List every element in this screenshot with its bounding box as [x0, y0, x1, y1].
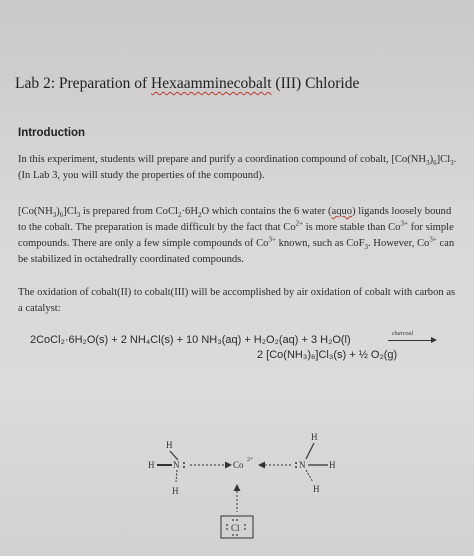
arrow-head: [234, 484, 241, 491]
equation-products: 2 [Co(NH₃)₆]Cl₃(s) + ½ O₂(g): [257, 349, 398, 361]
arrow-head: [225, 462, 232, 469]
reaction-arrow-head: [431, 337, 437, 343]
h-atom: H: [329, 460, 336, 470]
paragraph-preparation: $[Co(NH_3)_6]Cl_3$ is prepared from $CoCl_2\cdot 6H_2O$ which contains the 6 water (aquo) ligands loosely bound to the cobalt. The preparation is made difficult by the fact that $Co^{2+}$ is more stable than $Co^{3+}$ for simple compounds. There are only a few simple compounds of $Co^{3+}$ known, such as CoF$_3$. However, $Co^{3+}$ can be stabilized in octahedrally coordinated compounds.: [18, 206, 455, 265]
page-title: Lab 2: Preparation of Hexaamminecobalt (III) Chloride: [15, 75, 360, 92]
chloride-ion: Cl: [231, 523, 240, 533]
h-atom: H: [311, 432, 318, 442]
bond: [170, 451, 178, 460]
bond: [306, 470, 313, 482]
cobalt-ion: Co: [233, 460, 244, 470]
h-atom: H: [148, 460, 155, 470]
equation-reactants: 2CoCl₂·6H₂O(s) + 2 NH₄Cl(s) + 10 NH₃(aq) + H₂O₂(aq) + 3 H₂O(l): [30, 334, 351, 346]
spellcheck-word-aquo: aquo: [331, 206, 353, 217]
nitrogen-right: N: [299, 460, 306, 470]
cobalt-charge: 2+: [247, 457, 254, 463]
paragraph-oxidation: The oxidation of cobalt(II) to cobalt(III) will be accomplished by air oxidation of cobalt with carbon as a catalyst:: [18, 287, 456, 314]
h-atom: H: [172, 486, 179, 496]
arrow-head: [258, 462, 265, 469]
h-atom: H: [313, 484, 320, 494]
spellcheck-word: Hexaamminecobalt: [151, 75, 272, 92]
h-atom: H: [166, 440, 173, 450]
reaction-arrow: [388, 340, 434, 341]
bond: [306, 443, 314, 459]
catalyst-mechanism-diagram: [0, 420, 474, 556]
bond: [176, 470, 177, 482]
catalyst-label: charcoal: [392, 331, 414, 337]
nitrogen-left: N: [173, 460, 180, 470]
paragraph-intro: In this experiment, students will prepare and purify a coordination compound of cobalt, $[Co(NH_3)_6]Cl_3$. (In Lab 3, you will study the properties of the compound).: [18, 154, 457, 181]
introduction-heading: Introduction: [18, 127, 86, 139]
